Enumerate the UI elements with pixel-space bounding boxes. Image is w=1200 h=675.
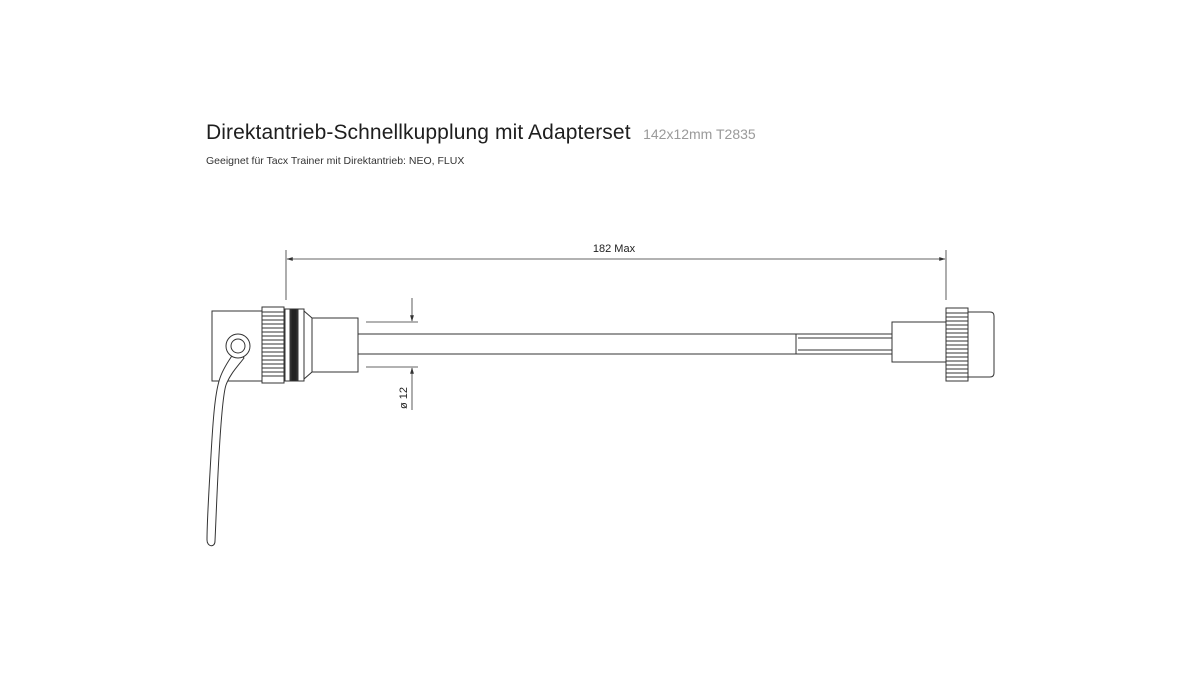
length-dimension <box>286 250 946 300</box>
left-knurled-nut <box>262 307 284 383</box>
left-collar <box>304 311 358 379</box>
axle-shaft <box>358 334 892 354</box>
right-end-cap <box>968 312 994 377</box>
length-label: 182 Max <box>592 243 636 255</box>
right-adapter <box>892 322 946 362</box>
lever-pivot <box>226 334 250 358</box>
page-title: Direktantrieb-Schnellkupplung mit Adapterset <box>206 121 631 144</box>
diameter-label: ø 12 <box>398 386 410 410</box>
right-knurled-nut <box>946 308 968 381</box>
page-subtitle: Geeignet für Tacx Trainer mit Direktantrieb: NEO, FLUX <box>206 155 465 167</box>
product-code: 142x12mm T2835 <box>643 126 756 142</box>
o-ring <box>285 309 304 381</box>
